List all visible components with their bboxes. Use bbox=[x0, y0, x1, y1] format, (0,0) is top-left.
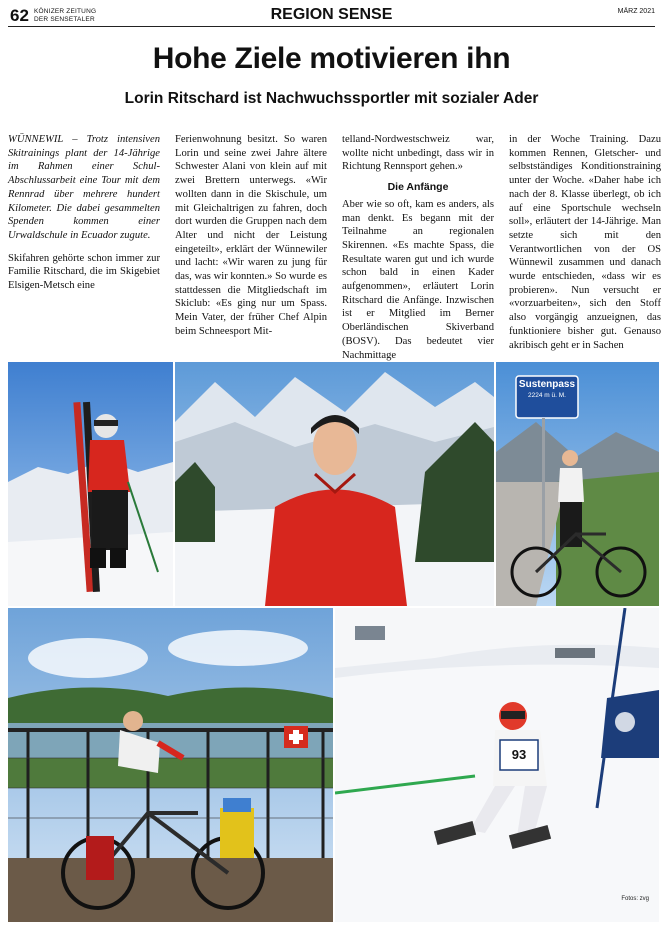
photo-slalom-racer bbox=[335, 608, 659, 922]
text-column-1 bbox=[8, 133, 160, 293]
body-paragraph: Aber wie so oft, kam es anders, als man denkt. Es begann mit der Teilnahme an regionalen Skirennen. «Es machte Spass, die Resultate waren gut und ich wurde schon bald in einen Kader aufgenommen», erläutert Lorin Ritschard die Anfänge. Inzwischen ist er Mitglied im Berner Oberländischen Skiverband (BOSV). Das bedeutet vier Nachmittage bbox=[342, 198, 494, 361]
photo-portrait-red-jacket bbox=[175, 362, 494, 606]
lead-text: – Trotz intensiven Skitrainings plant der 14-Jährige im Rahmen einer Schul-Abschlussarbeit eine Tour mit dem Rennrad über mehrere hundert Kilometer. Die dabei gesammelten Spenden kommen einer Urwaldschule in Ecuador zugute. bbox=[8, 134, 160, 241]
publication-line-1: KÖNIZER ZEITUNG bbox=[34, 8, 97, 15]
text-column-3 bbox=[342, 133, 494, 362]
section-subtitle: Die Anfänge bbox=[387, 181, 449, 194]
bib-number: 93 bbox=[511, 747, 527, 762]
issue-date: MÄRZ 2021 bbox=[617, 8, 655, 15]
text-column-4 bbox=[509, 133, 661, 352]
page-number: 62 bbox=[10, 6, 29, 25]
photo-sustenpass-bike bbox=[496, 362, 659, 606]
photo-credit: Fotos: zvg bbox=[621, 896, 649, 902]
header-rule bbox=[8, 26, 655, 27]
photo-bike-bridge bbox=[8, 608, 333, 922]
sign-title: Sustenpass bbox=[518, 379, 576, 390]
body-paragraph: Skifahren gehörte schon immer zur Familie Ritschard, die im Skigebiet Elsigen-Metsch eine bbox=[8, 252, 160, 292]
body-paragraph: in der Woche Training. Dazu kommen Rennen, Gletscher- und selbstständiges Konditionstraining unter der Woche. «Daher habe ich nach der 8. Klasse überlegt, ob ich auf eine Sportschule wechseln soll», erläutert der 14-Jährige. Man setzte sich mit den Verantwortlichen von der OS Wünnewil zusammen und danach wurde entschieden, «dass wir es probieren». Nun versucht er «vorzuarbeiten», sich den Stoff also vorgängig anzueignen, das funktioniere bisher gut. Genauso akribisch geht er in Sachen bbox=[509, 134, 661, 351]
body-paragraph: telland-Nordwestschweiz war, wollte nicht unbedingt, dass wir in Richtung Rennsport gehen.» bbox=[342, 134, 494, 173]
section-title: REGION SENSE bbox=[270, 6, 393, 23]
article-subheadline: Lorin Ritschard ist Nachwuchssportler mit sozialer Ader bbox=[124, 90, 539, 107]
dateline: WÜNNEWIL bbox=[8, 134, 64, 145]
sign-subtitle: 2224 m ü. M. bbox=[528, 392, 566, 399]
publication-line-2: DER SENSETALER bbox=[34, 15, 95, 23]
body-paragraph: Ferienwohnung besitzt. So waren Lorin und seine zwei Jahre ältere Schwester Alani von klein auf mit zwei Brettern unterwegs. «Wir wollten dann in die Skischule, um mit Gleichaltrigen zu fahren, doch dort wurden die Gruppen nach dem Alter und nicht der Leistung eingeteilt», erklärt der Wünnewiler und lacht: «Wir waren zu jung für das, was wir konnten.» So wurde es stattdessen die Mitgliedschaft im Skiclub: «Es ging nur um Spass. Mein Vater, der früher Chef Alpin beim Schneesport Mit- bbox=[175, 134, 327, 337]
article-headline: Hohe Ziele motivieren ihn bbox=[152, 42, 511, 75]
text-column-2 bbox=[175, 133, 327, 339]
photo-skier-with-skis bbox=[8, 362, 173, 606]
lead-paragraph bbox=[8, 133, 160, 243]
